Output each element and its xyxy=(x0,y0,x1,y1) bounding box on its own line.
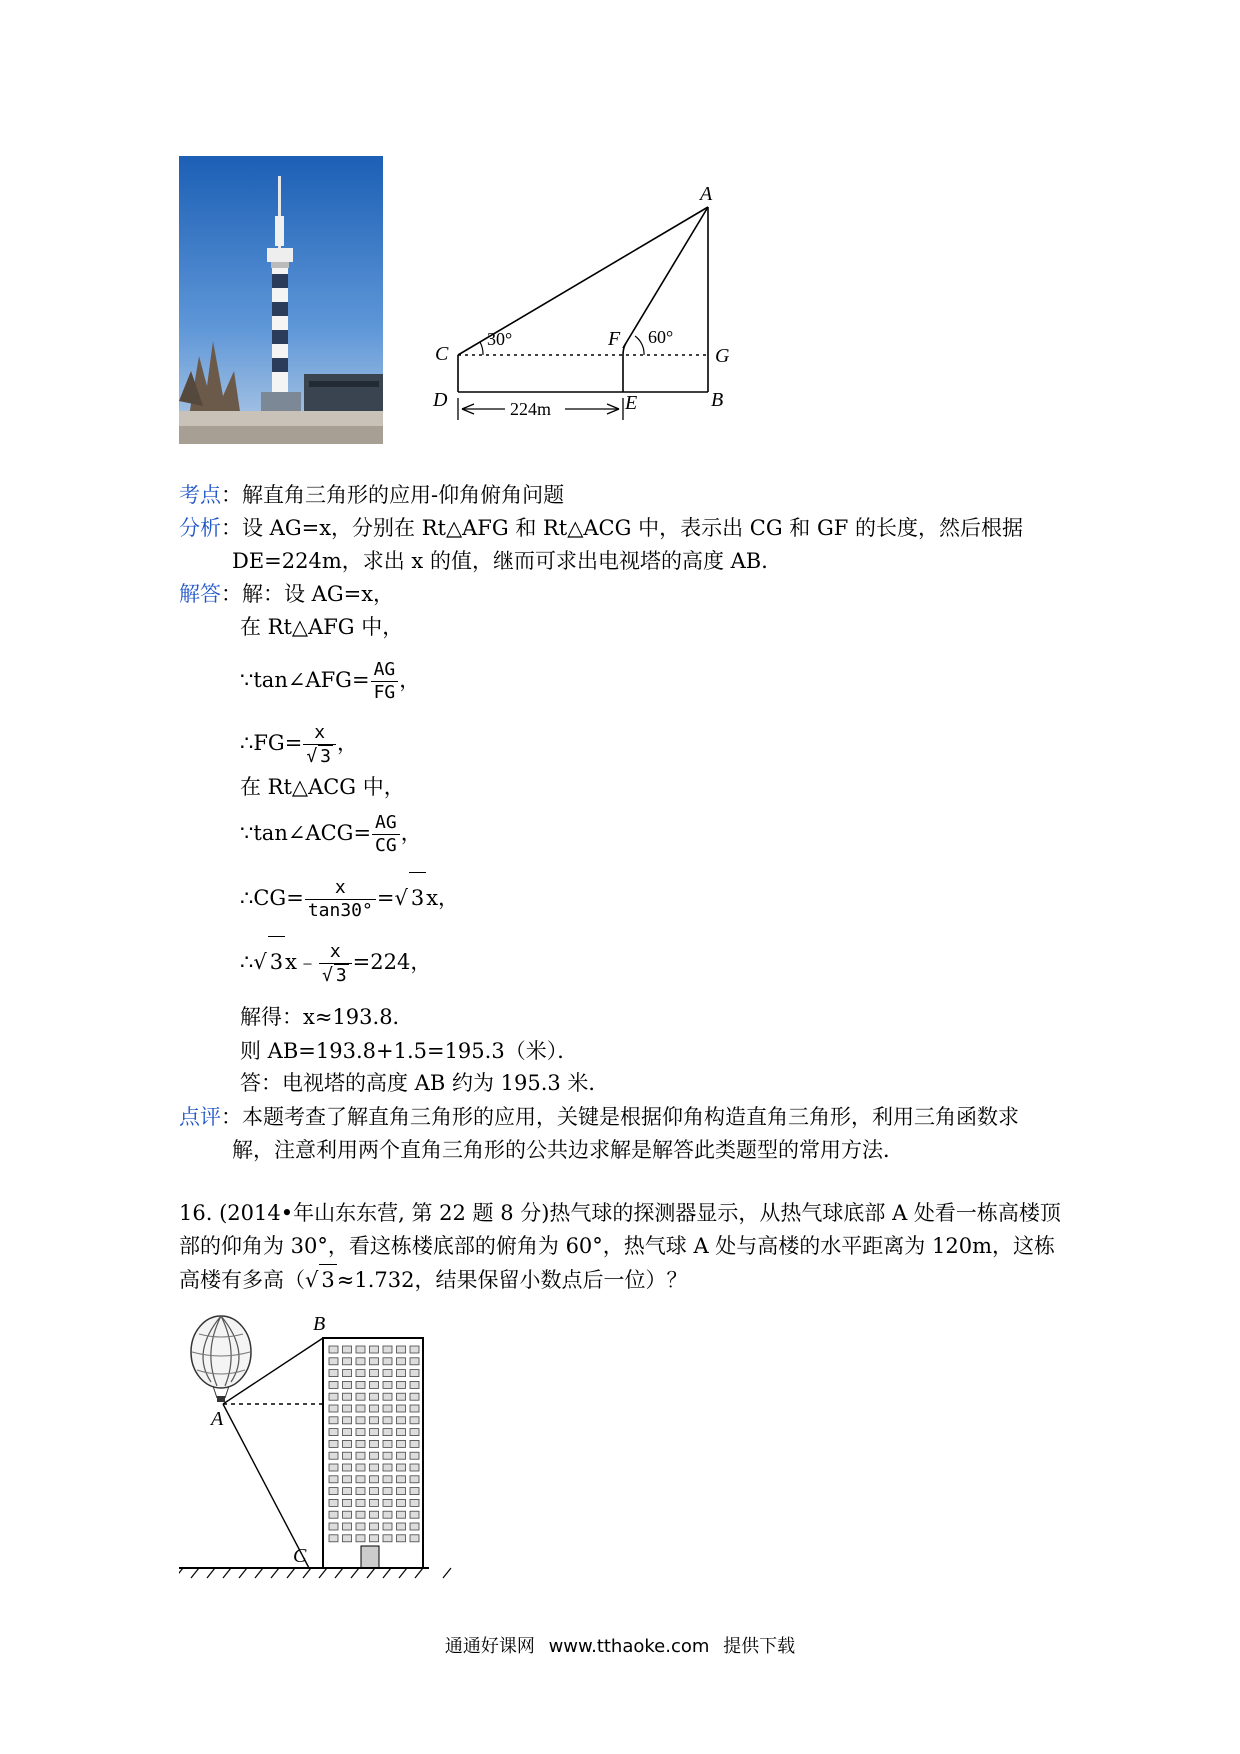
step-3: ∴FG= $\frac{x}{√ 3}$ ， xyxy=(240,721,358,767)
angle-c-label: 30° xyxy=(487,329,513,349)
label-D: D xyxy=(433,389,448,411)
footer-site-name: 通通好课网 xyxy=(444,1636,535,1657)
problem16-line-1: 16. (2014•年山东东营, 第 22 题 8 分)热气球的探测器显示，从热气球底部 A 处看一栋高楼顶 xyxy=(179,1201,1061,1225)
problem16-line-3: 高楼有多高（√ 3≈1.732，结果保留小数点后一位）？ xyxy=(179,1264,687,1295)
label-A: A xyxy=(700,183,713,205)
fenxi-text-1: ：设 AG=x，分别在 Rt△AFG 和 Rt△ACG 中，表示出 CG 和 GF 的长度，然后根据 xyxy=(221,516,1023,540)
dianping-line xyxy=(179,1102,1019,1132)
dianping-text-2: 解，注意利用两个直角三角形的公共边求解是解答此类题型的常用方法． xyxy=(232,1138,904,1162)
footer-url[interactable]: www.tthaoke.com xyxy=(548,1636,710,1657)
step-7: ∴√ 3x﹣ $\frac{x}{√ 3}$ =224， xyxy=(240,936,431,987)
fenxi-label: 分析 xyxy=(179,516,221,540)
kaodian-line xyxy=(179,480,564,510)
label-B: B xyxy=(711,389,724,411)
kaodian-text: ：解直角三角形的应用-仰角俯角问题 xyxy=(221,483,565,507)
step-1: 在 Rt△AFG 中， xyxy=(240,615,404,639)
jieda-text: ：解：设 AG=x， xyxy=(221,582,395,606)
fraction-ag-fg: $\frac{AG}{FG}$ xyxy=(371,659,399,704)
fraction-ag-cg: $\frac{AG}{CG}$ xyxy=(372,812,400,857)
dianping-text-1: ：本题考查了解直角三角形的应用，关键是根据仰角构造直角三角形，利用三角函数求 xyxy=(221,1105,1019,1129)
label-F: F xyxy=(608,328,621,350)
angle-f-label: 60° xyxy=(648,327,674,347)
jieda-label: 解答 xyxy=(179,582,221,606)
building-windows xyxy=(329,1346,419,1542)
balloon-building-diagram xyxy=(179,1310,469,1585)
tv-tower-photo xyxy=(179,156,383,444)
fraction-x-sqrt3: $\frac{x}{√ 3}$ xyxy=(303,722,336,768)
fenxi-text-2: DE=224m，求出 x 的值，继而可求出电视塔的高度 AB． xyxy=(232,549,783,573)
fraction-x-tan30: $\frac{x}{\tan 30^\circ}$ xyxy=(305,877,376,922)
distance-label: 224m xyxy=(510,399,552,419)
step-8: 解得：x≈193.8． xyxy=(240,1005,414,1029)
label-C: C xyxy=(435,343,449,365)
jieda-line xyxy=(179,579,394,609)
label-G: G xyxy=(715,345,730,367)
dianping-label: 点评 xyxy=(179,1105,221,1129)
step-6: ∴CG= $\frac{x}{\tan 30^\circ}$ =√ 3x， xyxy=(240,872,459,923)
step-4: 在 Rt△ACG 中， xyxy=(240,775,405,799)
elevation-diagram xyxy=(425,180,745,430)
footer xyxy=(0,1632,1240,1658)
problem16-line-2: 部的仰角为 30°，看这栋楼底部的俯角为 60°，热气球 A 处与高楼的水平距离为 120m，这栋 xyxy=(179,1234,1055,1258)
fenxi-line xyxy=(179,513,1023,543)
fraction-x-sqrt3-b: $\frac{x}{√ 3}$ xyxy=(319,941,352,987)
footer-action: 提供下载 xyxy=(723,1636,796,1657)
kaodian-label: 考点 xyxy=(179,483,221,507)
label-C: C xyxy=(293,1545,307,1567)
step-10: 答：电视塔的高度 AB 约为 195.3 米． xyxy=(240,1071,610,1095)
step-9: 则 AB=193.8+1.5=195.3（米）． xyxy=(240,1039,579,1063)
label-A: A xyxy=(211,1408,224,1430)
label-E: E xyxy=(625,392,638,414)
step-5: ∵tan∠ACG= $\frac{AG}{CG}$ ， xyxy=(240,812,422,856)
step-2: ∵tan∠AFG= $\frac{AG}{FG}$ ， xyxy=(240,659,421,703)
label-B: B xyxy=(313,1313,326,1335)
